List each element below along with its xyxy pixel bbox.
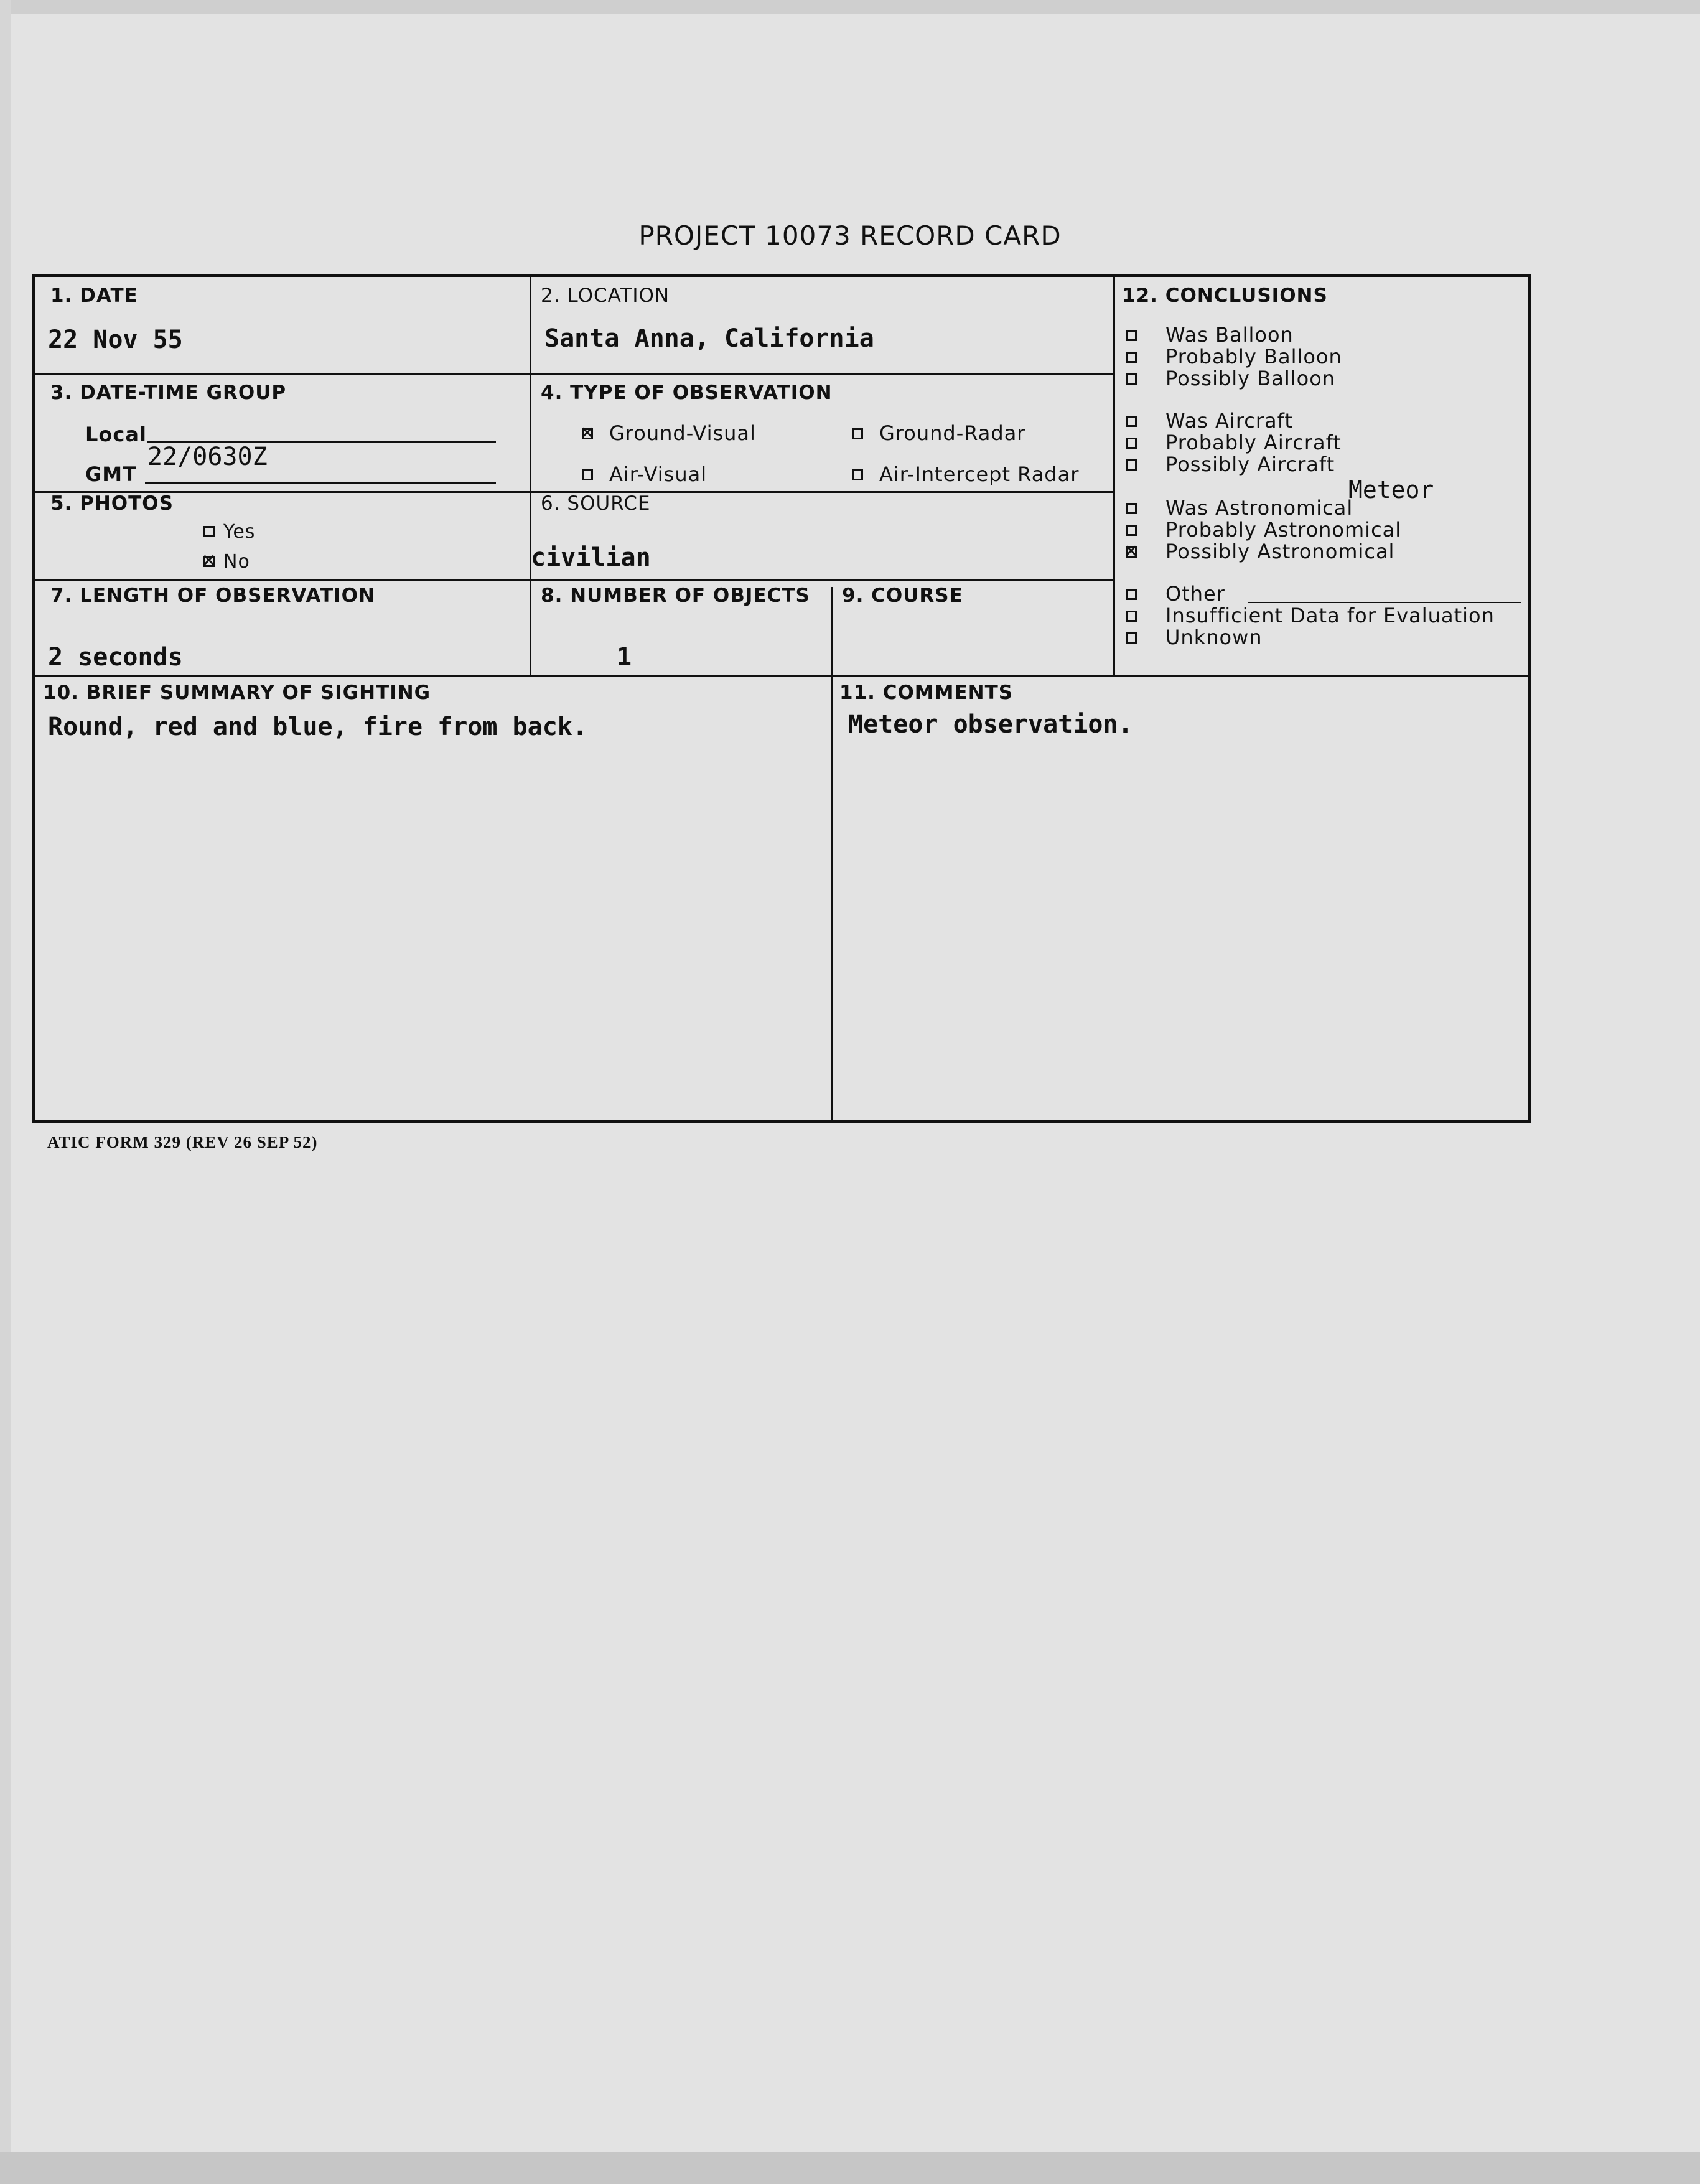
checkbox [1126, 416, 1137, 427]
objects-value: 1 [617, 643, 632, 672]
gmt-label: GMT [85, 462, 137, 486]
comments-label: 11. COMMENTS [839, 682, 1014, 704]
observation-type-label: 4. TYPE OF OBSERVATION [541, 382, 833, 404]
option-ground-radar: Ground-Radar [852, 421, 1025, 445]
checkbox [1126, 525, 1137, 536]
checkbox [1126, 546, 1137, 558]
conclusion-item: Probably Aircraft [1126, 431, 1342, 454]
checkbox [1126, 632, 1137, 644]
checkbox [1126, 438, 1137, 449]
record-card [32, 274, 1531, 1123]
gmt-line [145, 482, 496, 484]
photos-label: 5. PHOTOS [50, 492, 174, 515]
divider [1113, 277, 1115, 675]
scan-top-edge [0, 0, 1700, 14]
source-value: civilian [531, 543, 651, 572]
local-label: Local [85, 423, 147, 446]
other-line [1248, 602, 1521, 603]
conclusion-annotation: Meteor [1348, 476, 1434, 504]
scan-bottom-edge [0, 2152, 1700, 2184]
conclusion-item: Was Balloon [1126, 323, 1294, 347]
dtg-label: 3. DATE-TIME GROUP [50, 382, 287, 404]
scan-left-edge [0, 0, 11, 2184]
checkbox [1126, 503, 1137, 514]
checkbox [1126, 373, 1137, 385]
form-title: PROJECT 10073 RECORD CARD [638, 220, 1062, 251]
option-photos-no: ✕No [203, 551, 250, 573]
form-number: ATIC FORM 329 (REV 26 SEP 52) [47, 1133, 318, 1151]
conclusion-item: Probably Balloon [1126, 345, 1342, 368]
divider [530, 277, 531, 675]
divider [831, 587, 833, 675]
conclusion-item: ✕Possibly Astronomical [1126, 540, 1394, 563]
length-value: 2 seconds [48, 643, 183, 672]
length-label: 7. LENGTH OF OBSERVATION [50, 584, 375, 607]
option-air-intercept-radar: Air-Intercept Radar [852, 462, 1079, 486]
location-label: 2. LOCATION [541, 284, 670, 307]
checkbox [1126, 352, 1137, 363]
gmt-value: 22/0630Z [147, 443, 268, 471]
conclusion-item: Was Astronomical [1126, 496, 1353, 520]
option-photos-yes: Yes [203, 521, 255, 543]
checkbox [1126, 611, 1137, 622]
objects-label: 8. NUMBER OF OBJECTS [541, 584, 810, 607]
divider [35, 675, 1529, 677]
checkbox [1126, 330, 1137, 341]
conclusion-item: Was Aircraft [1126, 409, 1293, 433]
conclusion-item: Probably Astronomical [1126, 518, 1401, 541]
divider [35, 373, 1114, 375]
checkbox [582, 469, 593, 480]
conclusion-item: Possibly Aircraft [1126, 452, 1335, 476]
checkbox [1126, 459, 1137, 471]
checkbox [203, 526, 215, 537]
comments-value: Meteor observation. [848, 710, 1133, 739]
checkbox [852, 428, 863, 439]
conclusion-item: Insufficient Data for Evaluation [1126, 604, 1495, 627]
conclusion-item: Possibly Balloon [1126, 367, 1335, 390]
date-value: 22 Nov 55 [48, 326, 183, 354]
checkbox [582, 428, 593, 439]
course-label: 9. COURSE [842, 584, 963, 607]
conclusion-item: Other [1126, 582, 1225, 606]
checkbox [1126, 589, 1137, 600]
summary-label: 10. BRIEF SUMMARY OF SIGHTING [43, 682, 431, 704]
option-ground-visual: ✕Ground-Visual [582, 421, 756, 445]
checkbox [203, 556, 215, 567]
option-air-visual: Air-Visual [582, 462, 707, 486]
conclusion-item: Unknown [1126, 626, 1263, 649]
divider [35, 579, 1114, 581]
checkbox [852, 469, 863, 480]
conclusions-label: 12. CONCLUSIONS [1122, 284, 1328, 307]
divider [831, 675, 833, 1121]
source-label: 6. SOURCE [541, 492, 651, 515]
date-label: 1. DATE [50, 284, 138, 307]
summary-value: Round, red and blue, fire from back. [48, 713, 587, 741]
location-value: Santa Anna, California [544, 324, 874, 353]
